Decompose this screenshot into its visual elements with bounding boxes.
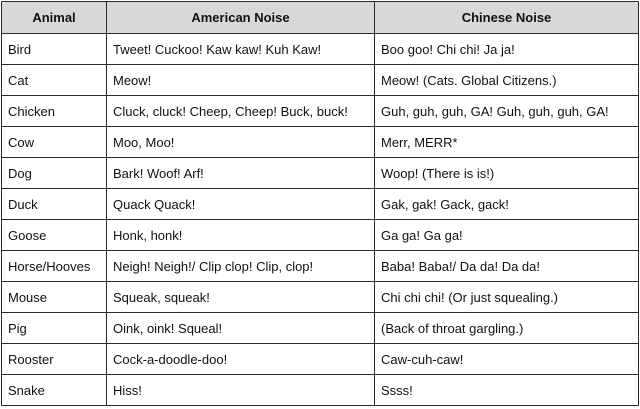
table-row [2,158,639,189]
header-chinese-noise: Chinese Noise [375,2,639,34]
chinese-noise-cell: Guh, guh, guh, GA! Guh, guh, guh, GA! [375,96,639,127]
table-row [2,127,639,158]
chinese-noise-cell: Ga ga! Ga ga! [375,220,639,251]
table-row [2,313,639,344]
chinese-noise-cell: Boo goo! Chi chi! Ja ja! [375,34,639,65]
table-row [2,251,639,282]
animal-cell: Pig [2,313,107,344]
american-noise-cell: Cock-a-doodle-doo! [107,344,375,375]
american-noise-cell: Bark! Woof! Arf! [107,158,375,189]
header-row [2,2,639,34]
table-row [2,344,639,375]
chinese-noise-cell: Ssss! [375,375,639,406]
american-noise-cell: Squeak, squeak! [107,282,375,313]
chinese-noise-cell: Merr, MERR* [375,127,639,158]
animal-cell: Mouse [2,282,107,313]
animal-cell: Horse/Hooves [2,251,107,282]
table-header [2,2,639,34]
table-row [2,96,639,127]
chinese-noise-cell: Woop! (There is is!) [375,158,639,189]
american-noise-cell: Oink, oink! Squeal! [107,313,375,344]
animal-cell: Cow [2,127,107,158]
chinese-noise-cell: (Back of throat gargling.) [375,313,639,344]
american-noise-cell: Meow! [107,65,375,96]
table-row [2,34,639,65]
animal-cell: Goose [2,220,107,251]
american-noise-cell: Honk, honk! [107,220,375,251]
chinese-noise-cell: Caw-cuh-caw! [375,344,639,375]
table-row [2,220,639,251]
american-noise-cell: Moo, Moo! [107,127,375,158]
animal-cell: Duck [2,189,107,220]
header-animal: Animal [2,2,107,34]
animal-cell: Cat [2,65,107,96]
animal-cell: Snake [2,375,107,406]
table-row [2,375,639,406]
chinese-noise-cell: Meow! (Cats. Global Citizens.) [375,65,639,96]
animal-cell: Rooster [2,344,107,375]
american-noise-cell: Tweet! Cuckoo! Kaw kaw! Kuh Kaw! [107,34,375,65]
american-noise-cell: Neigh! Neigh!/ Clip clop! Clip, clop! [107,251,375,282]
animal-cell: Dog [2,158,107,189]
header-american-noise: American Noise [107,2,375,34]
chinese-noise-cell: Baba! Baba!/ Da da! Da da! [375,251,639,282]
american-noise-cell: Quack Quack! [107,189,375,220]
american-noise-cell: Cluck, cluck! Cheep, Cheep! Buck, buck! [107,96,375,127]
american-noise-cell: Hiss! [107,375,375,406]
table-row [2,65,639,96]
chinese-noise-cell: Chi chi chi! (Or just squealing.) [375,282,639,313]
animal-cell: Chicken [2,96,107,127]
table-row [2,282,639,313]
animal-cell: Bird [2,34,107,65]
chinese-noise-cell: Gak, gak! Gack, gack! [375,189,639,220]
table-body [2,34,639,406]
table-row [2,189,639,220]
animal-noise-table [1,1,639,406]
